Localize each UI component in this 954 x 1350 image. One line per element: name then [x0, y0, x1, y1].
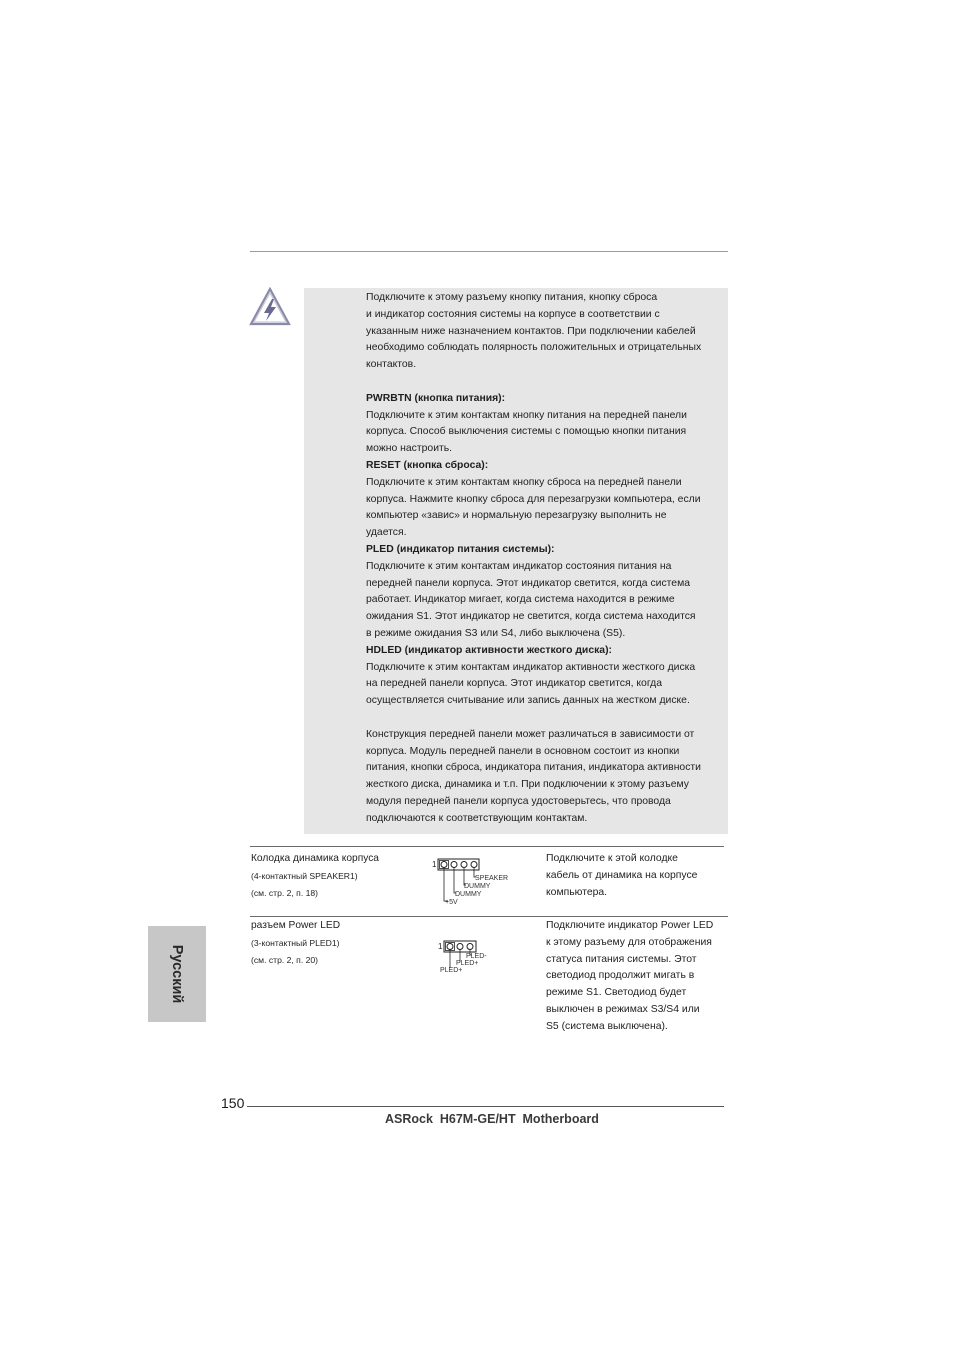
- desc-line: светодиод продолжит мигать в: [546, 970, 695, 982]
- speaker-title: Колодка динамика корпуса: [251, 853, 379, 864]
- note-line: корпуса. Модуль передней панели в основном состоит из кнопки: [366, 745, 680, 757]
- note-line: корпуса. Способ выключения системы с помощью кнопки питания: [366, 426, 687, 438]
- reset-heading: RESET (кнопка сброса):: [366, 459, 489, 471]
- speaker-pin1-label: 1: [432, 860, 437, 869]
- note-line: подключаются к соответствующим контактам.: [366, 812, 588, 824]
- desc-line: кабель от динамика на корпусе: [546, 869, 698, 881]
- speaker-pins: (4-контактный SPEAKER1): [251, 870, 358, 881]
- desc-line: режиме S1. Светодиод будет: [546, 987, 687, 999]
- hdled-heading: HDLED (индикатор активности жесткого диска):: [366, 644, 613, 656]
- pled-plus-label: PLED+: [456, 960, 479, 967]
- note-line: можно настроить.: [366, 443, 453, 455]
- note-line: указанным ниже назначением контактов. При подключении кабелей: [366, 325, 696, 337]
- note-line: работает. Индикатор мигает, когда система находится в режиме: [366, 594, 675, 606]
- desc-line: Подключите индикатор Power LED: [546, 920, 714, 931]
- dummy-label: DUMMY: [455, 891, 482, 898]
- note-line: Конструкция передней панели может различаться в зависимости от: [366, 728, 695, 740]
- speaker-label: SPEAKER: [475, 875, 509, 882]
- pled-minus-label: PLED-: [466, 953, 487, 960]
- footer-rule: [247, 1106, 724, 1107]
- page-number: 150: [221, 1095, 245, 1111]
- pled-pin-diagram: [436, 938, 496, 976]
- language-label: Русский: [169, 944, 185, 1004]
- row-rule: [250, 846, 724, 847]
- language-side-tab: [148, 926, 206, 1022]
- note-line: питания, кнопки сброса, индикатора питания, индикатора активности: [366, 762, 701, 774]
- note-line: модуля передней панели корпуса удостоверьтесь, что провода: [366, 795, 671, 807]
- note-line: в режиме ожидания S3 или S4, либо выключена (S5).: [366, 627, 626, 639]
- note-line: и индикатор состояния системы на корпусе в соответствии с: [366, 308, 660, 320]
- top-rule: [250, 251, 728, 252]
- speaker-description: [546, 851, 726, 901]
- footer-title: ASRock H67M-GE/HT Motherboard: [385, 1112, 599, 1126]
- warning-icon: [249, 287, 291, 327]
- note-line: Подключите к этим контактам индикатор состояния питания на: [366, 560, 672, 572]
- desc-line: компьютера.: [546, 886, 608, 898]
- note-line: на передней панели корпуса. Этот индикатор светится, когда: [366, 678, 662, 690]
- dummy-label: DUMMY: [464, 883, 491, 890]
- row-rule: [250, 916, 728, 917]
- note-line: корпуса. Нажмите кнопку сброса для перезагрузки компьютера, если: [366, 493, 701, 505]
- speaker-ref: (см. стр. 2, п. 18): [251, 887, 319, 898]
- note-line: осуществляется считывание или запись данных на жестком диске.: [366, 695, 690, 707]
- powerled-header-info: [251, 918, 431, 968]
- pled-heading: PLED (индикатор питания системы):: [366, 543, 555, 555]
- desc-line: к этому разъему для отображения: [546, 936, 712, 948]
- desc-line: выключен в режимах S3/S4 или: [546, 1003, 700, 1015]
- note-line: компьютер «завис» и нормальную перезагрузку выполнить не: [366, 510, 667, 522]
- note-line: необходимо соблюдать полярность положительных и отрицательных: [366, 342, 702, 354]
- speaker-header-info: [251, 851, 431, 901]
- note-line: Подключите к этим контактам кнопку питания на передней панели: [366, 409, 687, 421]
- desc-line: S5 (система выключена).: [546, 1020, 668, 1032]
- pled-plus-label: PLED+: [440, 967, 463, 974]
- note-line: Подключите к этим контактам индикатор активности жесткого диска: [366, 661, 696, 673]
- pled-pin1-label: 1: [438, 942, 443, 951]
- note-line: ожидания S1. Этот индикатор не светится, когда система находится: [366, 611, 696, 623]
- desc-line: статуса питания системы. Этот: [546, 953, 697, 965]
- powerled-title: разъем Power LED: [251, 920, 341, 931]
- note-line: Подключите к этому разъему кнопку питания, кнопку сброса: [366, 292, 658, 303]
- powerled-description: [546, 918, 731, 1036]
- note-line: удается.: [366, 527, 407, 539]
- note-line: Подключите к этим контактам кнопку сброса на передней панели: [366, 476, 682, 488]
- plus5v-label: +5V: [445, 899, 458, 906]
- pwrbtn-heading: PWRBTN (кнопка питания):: [366, 392, 506, 404]
- note-line: жесткого диска, динамика и т.п. При подключении к этому разъему: [366, 779, 689, 791]
- powerled-pins: (3-контактный PLED1): [251, 937, 340, 948]
- desc-line: Подключите к этой колодке: [546, 853, 678, 864]
- note-line: контактов.: [366, 359, 417, 371]
- note-text: [366, 290, 732, 828]
- speaker-pin-diagram: [430, 855, 510, 907]
- note-line: передней панели корпуса. Этот индикатор светится, когда система: [366, 577, 691, 589]
- powerled-ref: (см. стр. 2, п. 20): [251, 954, 319, 965]
